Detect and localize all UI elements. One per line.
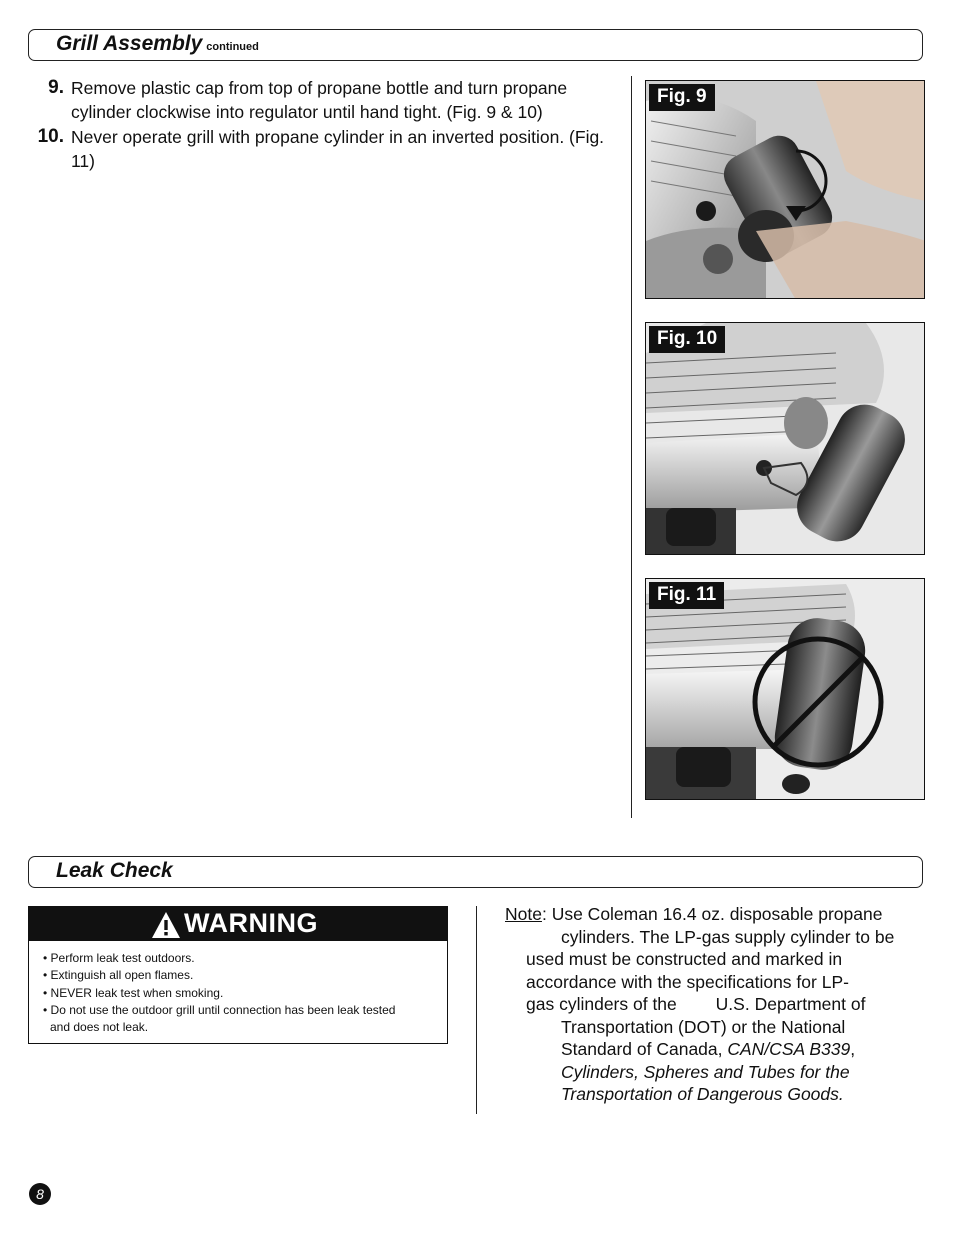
step-text: Never operate grill with propane cylinder in an inverted position. (Fig. 11): [71, 127, 605, 171]
leak-check-header: [28, 856, 923, 888]
figure-11: [645, 578, 925, 800]
step-number: 10.: [37, 126, 64, 147]
propane-cylinder-install-photo: [646, 81, 925, 299]
note-label: Note: [505, 904, 542, 924]
figure-10: [645, 322, 925, 555]
propane-cylinder-attached-photo: [646, 323, 925, 555]
section-title: Grill Assembly continued: [56, 32, 259, 55]
list-item: and does not leak.: [50, 1020, 149, 1035]
figure-9: [645, 80, 925, 299]
step-text: Remove plastic cap from top of propane bottle and turn propane cylinder clockwise into regulator until hand tight. (Fig. 9 & 10): [71, 78, 568, 122]
warning-box: [28, 906, 448, 1044]
column-divider: [476, 906, 477, 1114]
list-item: • NEVER leak test when smoking.: [43, 985, 224, 1000]
warning-list: [43, 950, 438, 1036]
note-paragraph: Note: Use Coleman 16.4 oz. disposable propane cylinders. The LP-gas supply cylinder to be used must be constructed and marked in accordance with the specifications for LP- gas cylinders of the U.S. Department of Transportation (DOT) or the National Standard of Canada, CAN/CSA B339, Cylinders, Spheres and Tubes for the Transportation of Dangerous Goods.: [505, 904, 895, 1104]
section-subtitle: continued: [206, 41, 259, 53]
figure-label: Fig. 9: [649, 84, 715, 111]
list-item: • Perform leak test outdoors.: [43, 951, 195, 965]
step-number: 9.: [48, 77, 64, 98]
inverted-cylinder-prohibited-photo: [646, 579, 925, 800]
warning-heading: WARNING: [184, 908, 318, 938]
figure-label: Fig. 10: [649, 326, 725, 353]
warning-header: [29, 907, 447, 941]
grill-assembly-header: [28, 29, 923, 61]
warning-triangle-icon: [151, 911, 181, 939]
page-number: 8: [29, 1183, 51, 1205]
section-title: Leak Check: [56, 859, 173, 882]
list-item: • Extinguish all open flames.: [43, 968, 194, 983]
figure-label: Fig. 11: [649, 582, 724, 609]
column-divider: [631, 76, 632, 818]
list-item: • Do not use the outdoor grill until connection has been leak tested: [43, 1002, 396, 1017]
